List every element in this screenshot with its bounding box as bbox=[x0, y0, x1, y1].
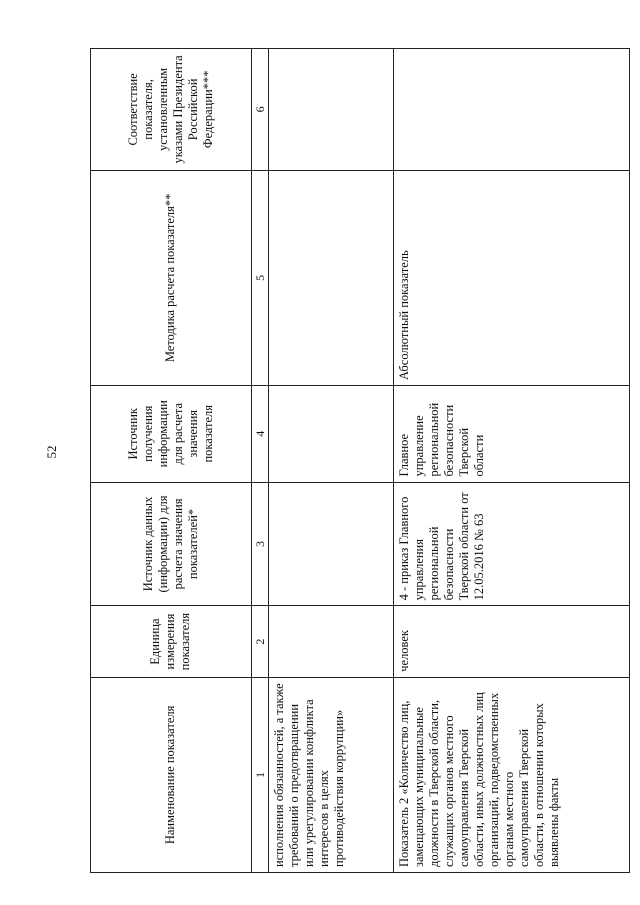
header-unit: Единица измерения показателя bbox=[91, 606, 252, 677]
cell-compliance bbox=[394, 49, 630, 171]
table-row bbox=[268, 49, 393, 873]
column-number: 4 bbox=[251, 385, 268, 482]
header-method: Методика расчета показателя** bbox=[91, 170, 252, 385]
indicators-table bbox=[90, 48, 630, 873]
cell-info-source: Главное управление региональной безопасности Тверской области bbox=[394, 385, 630, 482]
page-number: 52 bbox=[44, 445, 59, 459]
rotated-table-wrapper bbox=[90, 48, 630, 873]
cell-name: исполнения обязанностей, а также требований о предотвращении или урегулировании конфликта интересов в целях противодействия коррупции» bbox=[268, 677, 393, 872]
cell-unit: человек bbox=[394, 606, 630, 677]
column-number: 6 bbox=[251, 49, 268, 171]
cell-info-source bbox=[268, 385, 393, 482]
header-info-source: Источник получения информации для расчета значения показателя bbox=[91, 385, 252, 482]
cell-method: Абсолютный показатель bbox=[394, 170, 630, 385]
cell-data-source: 4 - приказ Главного управления региональной безопасности Тверской области от 12.05.2016 № 63 bbox=[394, 482, 630, 606]
column-number: 1 bbox=[251, 677, 268, 872]
table-row bbox=[394, 49, 630, 873]
cell-method bbox=[268, 170, 393, 385]
column-number-row bbox=[251, 49, 268, 873]
cell-name: Показатель 2 «Количество лиц, замещающих муниципальные должности в Тверской области, служащих органов местного самоуправления Тверской области, иных должностных лиц организаций, подведомственных органам местного самоуправления Тверской области, в отношении которых выявлены факты bbox=[394, 677, 630, 872]
column-number: 2 bbox=[251, 606, 268, 677]
cell-data-source bbox=[268, 482, 393, 606]
header-data-source: Источник данных (информации) для расчета значения показателей* bbox=[91, 482, 252, 606]
column-number: 3 bbox=[251, 482, 268, 606]
column-number: 5 bbox=[251, 170, 268, 385]
cell-unit bbox=[268, 606, 393, 677]
header-indicator-name: Наименование показателя bbox=[91, 677, 252, 872]
cell-compliance bbox=[268, 49, 393, 171]
header-compliance: Соответствие показателя, установленным указами Президента Российской Федерации*** bbox=[91, 49, 252, 171]
header-row bbox=[91, 49, 252, 873]
